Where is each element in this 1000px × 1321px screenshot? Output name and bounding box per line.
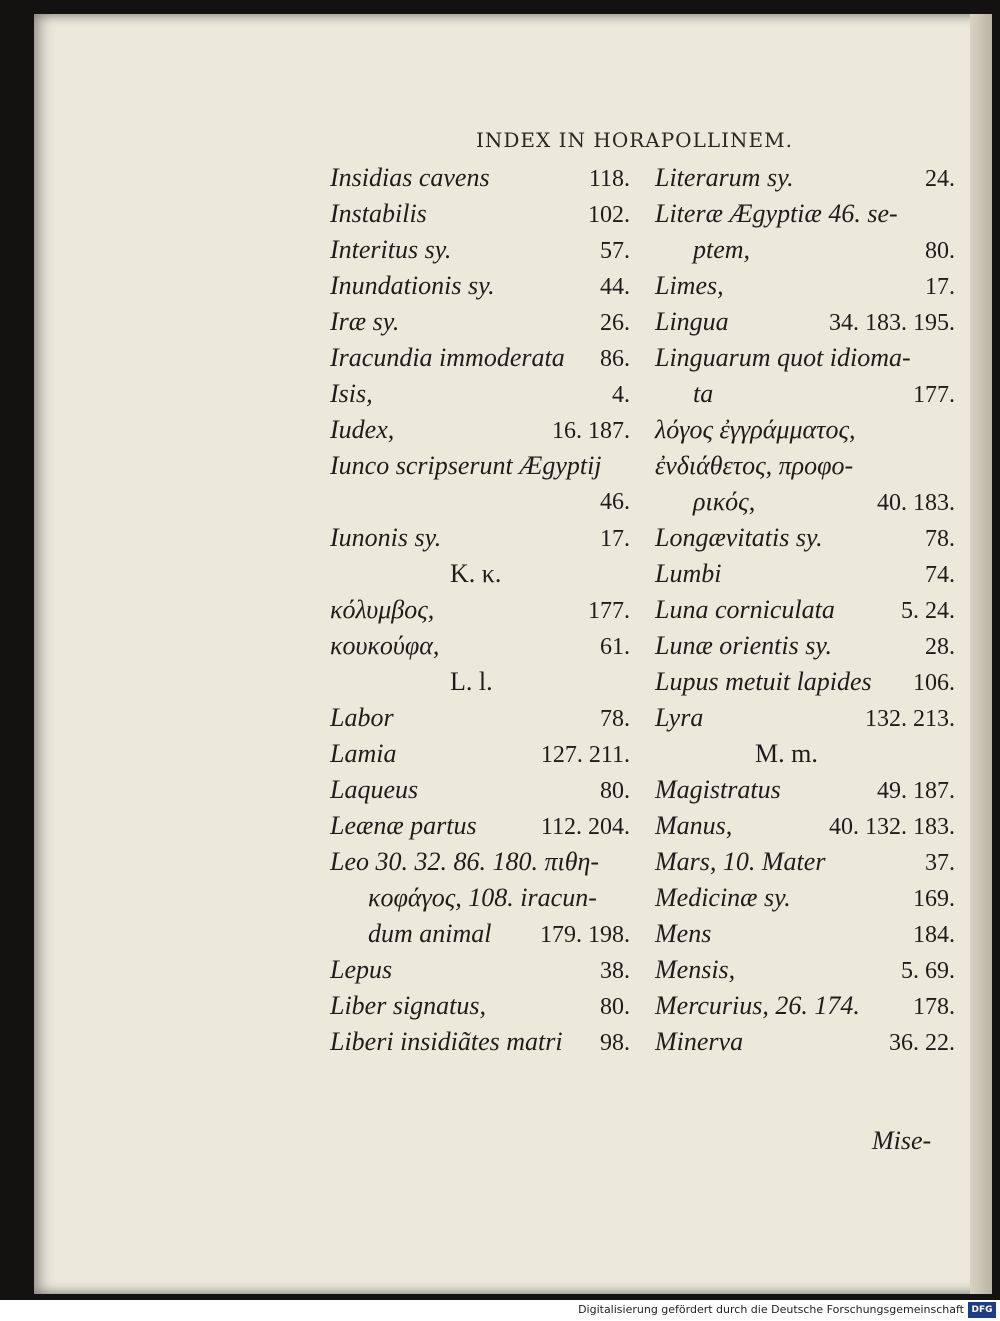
entry-term: Magistratus — [655, 775, 781, 804]
entry-page-refs: 4. — [612, 382, 630, 408]
entry-page-refs: 78. — [600, 706, 630, 732]
entry-page-refs: 80. — [600, 778, 630, 804]
entry-page-refs: 17. — [925, 274, 955, 300]
entry-page-refs: 5. 24. — [901, 598, 955, 624]
funding-notice: Digitalisierung gefördert durch die Deutsche Forschungsgemeinschaft — [578, 1303, 964, 1316]
entry-term: Inundationis sy. — [330, 271, 495, 300]
entry-term: Literarum sy. — [655, 163, 794, 192]
entry-page-refs: 74. — [925, 562, 955, 588]
index-entry — [655, 484, 955, 520]
entry-term: κοφάγος, 108. iracun- — [368, 883, 597, 912]
entry-page-refs: 184. — [913, 922, 955, 948]
entry-page-refs: 34. 183. 195. — [829, 310, 955, 336]
index-entry — [655, 412, 955, 448]
entry-term: Iunco scripserunt Ægyptij — [330, 451, 602, 480]
index-entry — [330, 412, 630, 448]
index-entry — [330, 376, 630, 412]
index-entry — [655, 592, 955, 628]
index-entry — [330, 268, 630, 304]
entry-term: ta — [693, 379, 714, 408]
index-entry — [655, 340, 955, 376]
entry-term: Isis, — [330, 379, 373, 408]
index-entry — [655, 268, 955, 304]
entry-page-refs: 40. 132. 183. — [829, 814, 955, 840]
entry-term: Mars, 10. Mater — [655, 847, 826, 876]
index-entry — [330, 160, 630, 196]
entry-page-refs: 40. 183. — [877, 490, 955, 516]
entry-page-refs: 37. — [925, 850, 955, 876]
entry-page-refs: 179. 198. — [540, 922, 630, 948]
entry-page-refs: 177. — [913, 382, 955, 408]
entry-page-refs: 38. — [600, 958, 630, 984]
entry-term: Insidias cavens — [330, 163, 490, 192]
index-entry — [655, 916, 955, 952]
entry-term: Iracundia immoderata — [330, 343, 565, 372]
entry-term: Interitus sy. — [330, 235, 452, 264]
running-head: INDEX IN HORAPOLLINEM. — [476, 128, 793, 152]
section-letter: L. l. — [450, 667, 493, 696]
entry-term: Labor — [330, 703, 394, 732]
index-entry — [330, 232, 630, 268]
index-entry — [330, 772, 630, 808]
entry-term: Liber signatus, — [330, 991, 487, 1020]
section-letter: M. m. — [755, 739, 818, 768]
index-entry — [330, 196, 630, 232]
entry-term: Medicinæ sy. — [655, 883, 791, 912]
index-entry — [330, 304, 630, 340]
index-entry — [330, 844, 630, 880]
entry-page-refs: 16. 187. — [552, 418, 630, 444]
index-entry — [330, 340, 630, 376]
entry-page-refs: 5. 69. — [901, 958, 955, 984]
entry-term: Literæ Ægyptiæ 46. se- — [655, 199, 898, 228]
entry-page-refs: 80. — [925, 238, 955, 264]
index-column-right — [655, 160, 955, 1060]
entry-page-refs: 17. — [600, 526, 630, 552]
index-entry — [655, 880, 955, 916]
index-entry — [655, 628, 955, 664]
entry-term: Lepus — [330, 955, 393, 984]
entry-page-refs: 132. 213. — [865, 706, 955, 732]
entry-term: Leo 30. 32. 86. 180. πιθη- — [330, 847, 600, 876]
entry-term: ρικός, — [693, 487, 756, 516]
entry-term: dum animal — [368, 919, 492, 948]
index-entry — [655, 376, 955, 412]
index-entry — [330, 628, 630, 664]
catchword: Mise- — [872, 1126, 932, 1155]
entry-page-refs: 46. — [600, 489, 630, 515]
index-entry — [330, 952, 630, 988]
entry-term: Lingua — [655, 307, 729, 336]
entry-page-refs: 28. — [925, 634, 955, 660]
entry-term: Mercurius, 26. 174. — [655, 991, 860, 1020]
index-entry — [330, 484, 630, 520]
entry-term: Lamia — [330, 739, 397, 768]
entry-term: Iunonis sy. — [330, 523, 442, 552]
entry-page-refs: 49. 187. — [877, 778, 955, 804]
index-entry — [655, 196, 955, 232]
section-letter: K. κ. — [450, 559, 502, 588]
index-entry — [655, 304, 955, 340]
entry-term: Lyra — [655, 703, 704, 732]
entry-term: Linguarum quot idioma- — [655, 343, 911, 372]
entry-page-refs: 36. 22. — [889, 1030, 955, 1056]
entry-page-refs: 102. — [588, 202, 630, 228]
entry-page-refs: 26. — [600, 310, 630, 336]
index-entry — [655, 844, 955, 880]
index-column-left — [330, 160, 630, 1060]
index-entry — [655, 232, 955, 268]
entry-term: Minerva — [655, 1027, 744, 1056]
entry-page-refs: 98. — [600, 1030, 630, 1056]
entry-term: Iudex, — [330, 415, 395, 444]
entry-page-refs: 44. — [600, 274, 630, 300]
entry-page-refs: 61. — [600, 634, 630, 660]
entry-page-refs: 178. — [913, 994, 955, 1020]
entry-term: ptem, — [693, 235, 751, 264]
entry-term: κουκούφα, — [330, 631, 440, 660]
index-entry — [330, 520, 630, 556]
entry-term: Lumbi — [655, 559, 722, 588]
footer-bar — [0, 1300, 1000, 1321]
index-entry — [655, 952, 955, 988]
index-entry — [330, 988, 630, 1024]
entry-term: Lupus metuit lapides — [655, 667, 872, 696]
page-edge — [970, 14, 992, 1294]
entry-term: Lunæ orientis sy. — [655, 631, 832, 660]
index-entry — [655, 520, 955, 556]
index-entry — [655, 772, 955, 808]
index-entry — [655, 556, 955, 592]
index-entry — [655, 808, 955, 844]
index-entry — [330, 448, 630, 484]
entry-term: Leænæ partus — [330, 811, 477, 840]
index-entry — [330, 700, 630, 736]
entry-page-refs: 86. — [600, 346, 630, 372]
entry-term: Iræ sy. — [330, 307, 400, 336]
entry-term: Manus, — [655, 811, 733, 840]
entry-term: Mensis, — [655, 955, 736, 984]
entry-term: Limes, — [655, 271, 724, 300]
entry-page-refs: 78. — [925, 526, 955, 552]
entry-page-refs: 112. 204. — [540, 814, 630, 840]
entry-term: κόλυμβος, — [330, 595, 435, 624]
entry-term: λόγος ἐγγράμματος, — [655, 415, 856, 444]
index-entry — [655, 988, 955, 1024]
entry-page-refs: 169. — [913, 886, 955, 912]
index-entry — [330, 880, 630, 916]
index-entry — [330, 808, 630, 844]
entry-page-refs: 57. — [600, 238, 630, 264]
entry-page-refs: 80. — [600, 994, 630, 1020]
index-entry — [655, 700, 955, 736]
entry-term: Luna corniculata — [655, 595, 835, 624]
entry-term: Liberi insidiãtes matri — [330, 1027, 563, 1056]
entry-page-refs: 24. — [925, 166, 955, 192]
index-entry — [655, 1024, 955, 1060]
entry-term: Laqueus — [330, 775, 419, 804]
index-entry — [330, 592, 630, 628]
index-entry — [655, 448, 955, 484]
dfg-logo[interactable]: DFG — [968, 1302, 996, 1318]
entry-page-refs: 177. — [588, 598, 630, 624]
index-entry — [330, 736, 630, 772]
entry-page-refs: 127. 211. — [540, 742, 630, 768]
entry-term: ἐνδιάθετος, προφο- — [655, 451, 854, 480]
entry-term: Mens — [655, 919, 712, 948]
entry-page-refs: 106. — [913, 670, 955, 696]
index-entry — [330, 916, 630, 952]
index-entry — [330, 1024, 630, 1060]
entry-term: Longævitatis sy. — [655, 523, 823, 552]
index-entry — [655, 664, 955, 700]
index-entry — [655, 160, 955, 196]
entry-page-refs: 118. — [588, 166, 630, 192]
entry-term: Instabilis — [330, 199, 427, 228]
